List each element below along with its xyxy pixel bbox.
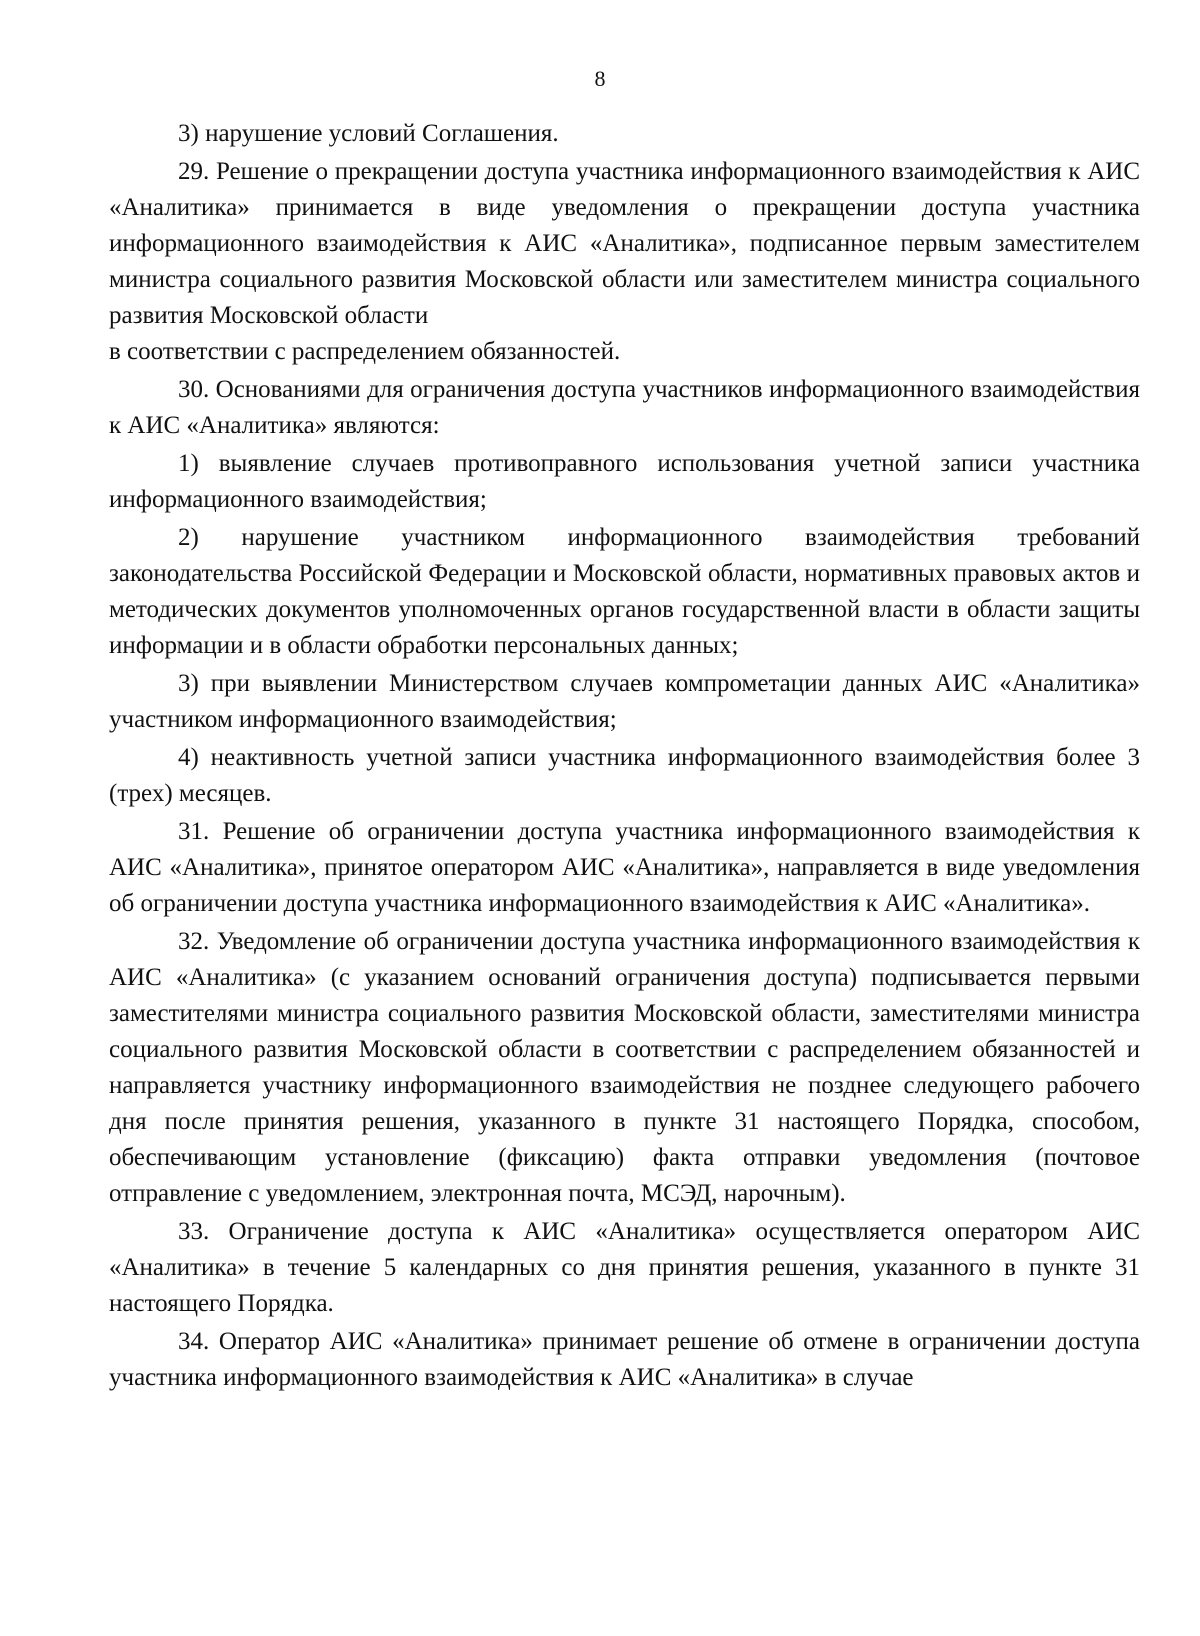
document-body	[109, 116, 1140, 1396]
paragraph-29: 29. Решение о прекращении доступа участника информационного взаимодействия к АИС «Аналитика» принимается в виде уведомления о прекращении доступа участника информационного взаимодействия к АИС «Аналитика», подписанное первым заместителем министра социального развития Московской области или заместителем министра социального развития Московской области	[109, 158, 1140, 329]
paragraph-31: 31. Решение об ограничении доступа участника информационного взаимодействия к АИС «Аналитика», принятое оператором АИС «Аналитика», направляется в виде уведомления об ограничении доступа участника информационного взаимодействия к АИС «Аналитика».	[109, 818, 1140, 917]
paragraph-breach-of-agreement: 3) нарушение условий Соглашения.	[178, 120, 559, 147]
paragraph-30: 30. Основаниями для ограничения доступа участников информационного взаимодействия к АИС «Аналитика» являются:	[109, 376, 1140, 439]
paragraph-30-item-3: 3) при выявлении Министерством случаев компрометации данных АИС «Аналитика» участником информационного взаимодействия;	[109, 670, 1140, 733]
paragraph-34: 34. Оператор АИС «Аналитика» принимает решение об отмене в ограничении доступа участника информационного взаимодействия к АИС «Аналитика» в случае	[109, 1328, 1140, 1391]
paragraph-33: 33. Ограничение доступа к АИС «Аналитика» осуществляется оператором АИС «Аналитика» в течение 5 календарных со дня принятия решения, указанного в пункте 31 настоящего Порядка.	[109, 1218, 1140, 1317]
paragraph-30-item-1: 1) выявление случаев противоправного использования учетной записи участника информационного взаимодействия;	[109, 450, 1140, 513]
paragraph-30-item-2: 2) нарушение участником информационного взаимодействия требований законодательства Российской Федерации и Московской области, нормативных правовых актов и методических документов уполномоченных органов государственной власти в области защиты информации и в области обработки персональных данных;	[109, 524, 1140, 659]
paragraph-32: 32. Уведомление об ограничении доступа участника информационного взаимодействия к АИС «Аналитика» (с указанием оснований ограничения доступа) подписывается первыми заместителями министра социального развития Московской области, заместителями министра социального развития Московской области в соответствии с распределением обязанностей и направляется участнику информационного взаимодействия не позднее следующего рабочего дня после принятия решения, указанного в пункте 31 настоящего Порядка, способом, обеспечивающим установление (фиксацию) факта отправки уведомления (почтовое отправление с уведомлением, электронная почта, МСЭД, нарочным).	[109, 928, 1140, 1207]
paragraph-30-item-4: 4) неактивность учетной записи участника информационного взаимодействия более 3 (трех) месяцев.	[109, 744, 1140, 807]
paragraph-29-continuation: в соответствии с распределением обязанностей.	[109, 338, 621, 365]
page-number: 8	[594, 66, 606, 91]
